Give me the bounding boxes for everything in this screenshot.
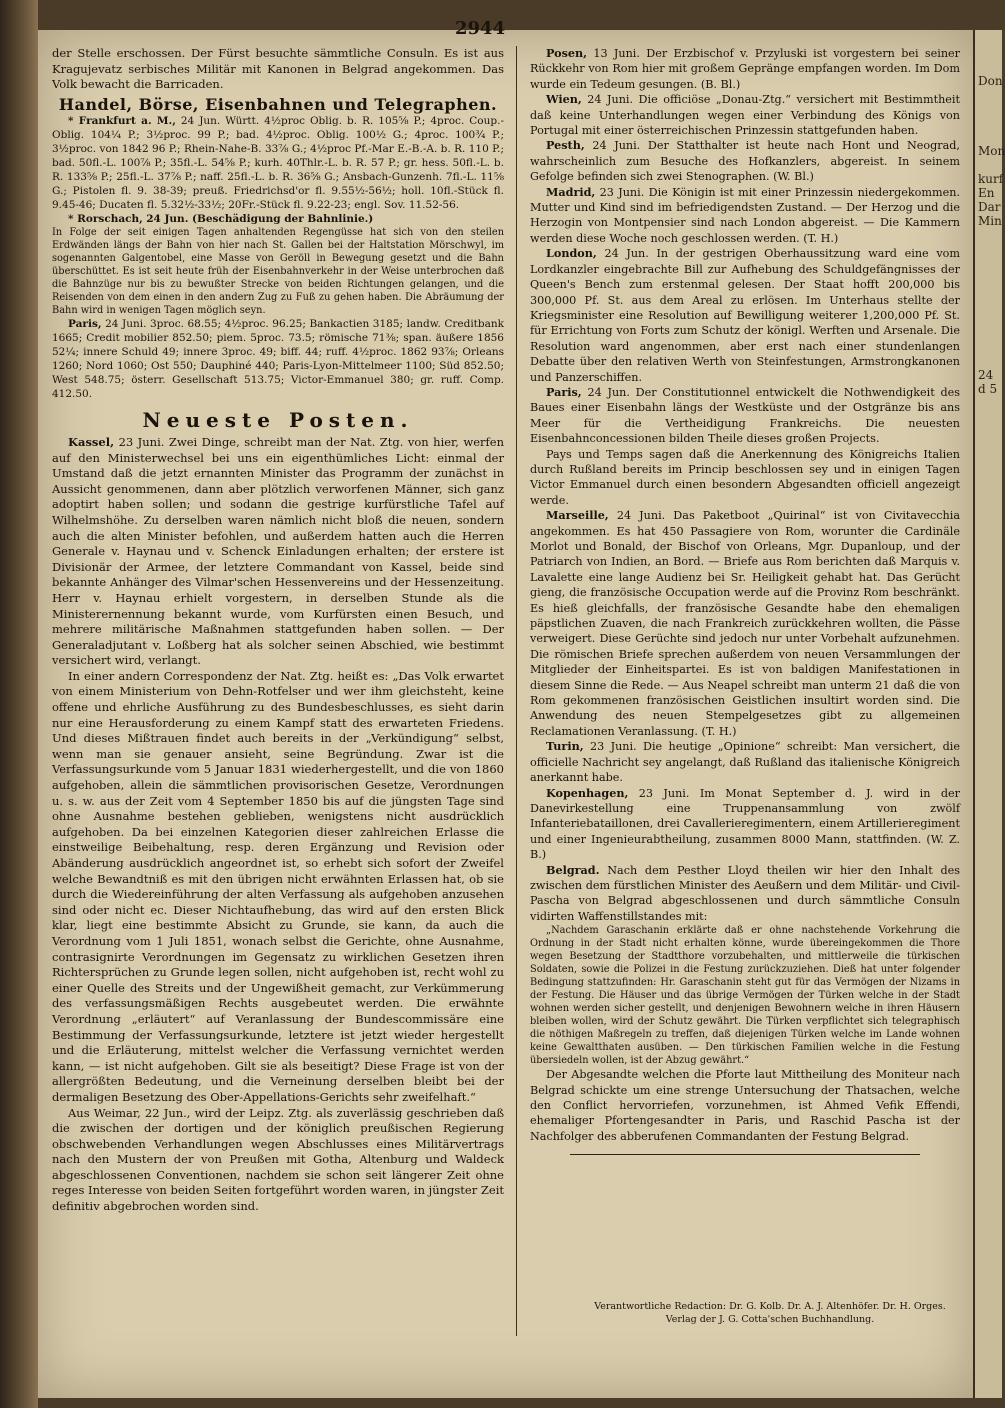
edge-fragment bbox=[978, 158, 1002, 172]
edge-fragment bbox=[978, 312, 1002, 326]
place-name: London, bbox=[546, 246, 597, 261]
paris-item bbox=[52, 317, 504, 401]
edge-fragment bbox=[978, 284, 1002, 298]
edge-fragment: Don bbox=[978, 74, 1003, 88]
item-text: 24 Juni. 3proc. 68.55; 4½proc. 96.25; Bankactien 3185; landw. Creditbank 1665; Credit mobilier 852.50; piem. 5proc. 73.5; römische 71⅜; span. äußere 1856 52¼; innere Schuld 49; innere 3proc. 49; biff. 44; ruff. 4½proc. 1862 93⅞; Orleans 1260; Nord 1060; Ost 550; Dauphiné 440; Paris-Lyon-Mittelmeer 1100; Süd 852.50; West 548.75; österr. Gesellschaft 513.75; Victor-Emmanuel 380; gr. ruff. Comp. 412.50. bbox=[52, 318, 505, 401]
imprint bbox=[580, 1300, 960, 1326]
place-name: Kassel, bbox=[68, 434, 115, 449]
item-title: 24 Jun. (Beschädigung der Bahnlinie.) bbox=[146, 213, 374, 226]
edge-fragment bbox=[978, 130, 1002, 144]
place-name: Belgrad. bbox=[546, 862, 600, 877]
place-name: Paris, bbox=[68, 318, 102, 331]
place-name: Madrid, bbox=[546, 184, 596, 199]
belgrad-end: Der Abgesandte welchen die Pforte laut Mittheilung des Moniteur nach Belgrad schickte um eine strenge Untersuchung der Thatsachen, welche den Conflict hervorriefen, vorzunehmen, ist Ahmed Vefik Effendi, ehemaliger Pfortengesandter in Paris, und Raschid Pascha ist der Nachfolger des abberufenen Commandanten der Festung Belgrad. bbox=[530, 1068, 960, 1143]
rorschach-text: In Folge der seit einigen Tagen anhaltenden Regengüsse hat sich von den steilen Erdwänden längs der Bahn von hier nach St. Gallen bei der Haltstation Mörschwyl, im sogenannten Galgentobel, eine Masse von Geröll in Bewegung gesetzt und die Bahn überschüttet. Es ist seit heute früh der Eisenbahnverkehr in der Weise unterbrochen daß die Bahnzüge nur bis zu bewußter Strecke von beiden Richtungen gelangen, und die Reisenden von dem einen in den andern Zug zu Fuß zu gehen haben. Die Abräumung der Bahn wird in wenigen Tagen möglich seyn. bbox=[52, 227, 504, 317]
left-column bbox=[52, 46, 504, 1215]
edge-fragment bbox=[978, 298, 1002, 312]
edge-fragment bbox=[978, 116, 1002, 130]
news-title: Neueste Posten. bbox=[142, 408, 414, 433]
edge-fragment: kurf bbox=[978, 172, 1004, 186]
weimar-item: Aus Weimar, 22 Jun., wird der Leipz. Ztg. als zuverlässig geschrieben daß die zwischen der dortigen und der königlich preußischen Regierung obschwebenden Verhandlungen wegen Abschlusses eines Militärvertrags nach den Mustern der von Preußen mit Gotha, Altenburg und Waldeck abgeschlossenen Conventionen, nachdem sie schon seit längerer Zeit ohne reges Interesse von beiden Seiten fortgeführt worden waren, in jüngster Zeit definitiv abgebrochen worden sind. bbox=[52, 1105, 504, 1214]
imprint-editors: Verantwortliche Redaction: Dr. G. Kolb. Dr. A. J. Altenhöfer. Dr. H. Orges. bbox=[594, 1301, 946, 1312]
book-gutter bbox=[0, 0, 38, 1408]
edge-fragment bbox=[978, 228, 1002, 242]
edge-fragment bbox=[978, 340, 1002, 354]
place-name: * Rorschach, bbox=[68, 213, 143, 226]
next-page-edge bbox=[973, 30, 1005, 1398]
frankfurt-item bbox=[52, 114, 504, 212]
item-text: 23 Juni. Zwei Dinge, schreibt man der Nat. Ztg. von hier, werfen auf den Ministerwechsel bei uns ein eigenthümliches Licht: einmal der Umstand daß die jetzt ernannten Minister das Programm der zunächst in Aussicht genommenen, dann aber plötzlich verworfenen Männer, sich ganz adoptirt haben sollen; und sodann die gestrige kurfürstliche Tafel auf Wilhelmshöhe. Zu derselben waren nämlich nicht bloß die neuen, sondern auch die alten Minister befohlen, und außerdem hatten auch die Herren Generale v. Haynau und v. Schenck Einladungen erhalten; der erstere ist Divisionär der Armee, der letztere Commandant von Kassel, beide sind bekannte Anhänger des Vilmar'schen Hessenvereins und der Hessenzeitung. Herr v. Haynau erhielt vorgestern, in derselben Stunde als die Ministerernennung bekannt wurde, vom Kurfürsten einen Besuch, und mehrere militärische Maßnahmen stattgefunden haben sollen. — Der Generaladjutant v. Loßberg hat als solcher seinen Abschied, wie bestimmt versichert wird, verlangt. bbox=[52, 434, 505, 668]
column-divider bbox=[516, 46, 517, 1336]
page-number: 2944 bbox=[455, 18, 506, 39]
intro-text: der Stelle erschossen. Der Fürst besuchte sämmtliche Consuln. Es ist aus Kragujevatz serbisches Militär mit Kanonen in Belgrad angekommen. Das Volk bewacht die Barricaden. bbox=[52, 46, 504, 92]
pays-item: Pays und Temps sagen daß die Anerkennung des Königreichs Italien durch Rußland bereits im Princip beschlossen sey und in einigen Tagen Victor Emmanuel durch einen besondern Abgesandten officiell angezeigt werde. bbox=[530, 447, 960, 507]
item-text: 24 Jun. Württ. 4½proc Oblig. b. R. 105⅝ P.; 4proc. Coup.-Oblig. 104¼ P.; 3½proc. 99 P.; bad. 4½proc. Oblig. 100½ G.; 4proc. 100¾ P.; 3½proc. von 1842 96 P.; Rhein-Nahe-B. 33⅞ G.; 4½proc Pf.-Mar E.-B.-A. b. R. 110 P.; bad. 50fl.-L. 100⅞ P.; 35fl.-L. 54⅝ P.; kurh. 40Thlr.-L. b. R. 57 P.; gr. hess. 50fl.-L. b. R. 133⅝ P.; 25fl.-L. 37⅞ P.; naff. 25fl.-L. b. R. 36⅝ G.; Ansbach-Gunzenh. 7fl.-L. 11⅝ G.; Pistolen fl. 9. 38-39; preuß. Friedrichsd'or fl. 9.55½-56½; holl. 10fl.-Stück fl. 9.45-46; Ducaten fl. 5.32½-33½; 20Fr.-Stück fl. 9.22-23; engl. Sov. 11.52-56. bbox=[52, 115, 504, 212]
item-text: 24 Juni. Der Statthalter ist heute nach Hont und Neograd, wahrscheinlich zum Besuche des Hofkanzlers, abgereist. In seinem Gefolge befinden sich zwei Stenographen. (W. Bl.) bbox=[530, 139, 960, 184]
place-name: Wien, bbox=[546, 92, 582, 107]
section-title: Handel, Börse, Eisenbahnen und Telegraphen. bbox=[58, 94, 498, 114]
edge-fragment bbox=[978, 270, 1002, 284]
kopenhagen-item bbox=[530, 786, 960, 863]
item-text: 23 Juni. Die heutige „Opinione“ schreibt: Man versichert, die officielle Nachricht sey angelangt, daß Rußland das italienische Königreich anerkannt habe. bbox=[530, 740, 960, 785]
edge-fragment bbox=[978, 102, 1002, 116]
pesth-item bbox=[530, 138, 960, 184]
place-name: Turin, bbox=[546, 739, 584, 754]
edge-fragment bbox=[978, 88, 1002, 102]
imprint-publisher: Verlag der J. G. Cotta'schen Buchhandlung. bbox=[665, 1314, 875, 1325]
kassel-item bbox=[52, 435, 504, 669]
place-name: Marseille, bbox=[546, 508, 609, 523]
edge-fragment bbox=[978, 326, 1002, 340]
item-text: 24 Juni. Die officiöse „Donau-Ztg.“ versichert mit Bestimmtheit daß keine Unterhandlungen wegen einer Verbindung des Königs von Portugal mit einer österreichischen Prinzessin stattgefunden haben. bbox=[530, 93, 961, 138]
edge-fragment: d 5 bbox=[978, 382, 998, 396]
wien-item bbox=[530, 92, 960, 138]
item-text: 13 Juni. Der Erzbischof v. Przyluski ist vorgestern bei seiner Rückkehr von Rom hier mit großem Gepränge empfangen worden. Im Dom wurde ein Tedeum gesungen. (B. Bl.) bbox=[530, 47, 960, 91]
marseille-item bbox=[530, 508, 960, 739]
belgrad-item bbox=[530, 863, 960, 925]
place-name: Paris, bbox=[546, 384, 582, 399]
place-name: Pesth, bbox=[546, 138, 585, 153]
place-name: Posen, bbox=[546, 46, 588, 60]
item-text: 24 Jun. Der Constitutionnel entwickelt die Nothwendigkeit des Baues einer Eisenbahn längs der Westküste und der Ostgränze bis ans Meer für die Vertheidigung Frankreichs. Die neuesten Eisenbahnconcessionen bilden Theile dieses großen Projects. bbox=[530, 385, 960, 446]
paris-item bbox=[530, 385, 960, 447]
edge-fragment bbox=[978, 242, 1002, 256]
edge-fragment: Min bbox=[978, 214, 1002, 228]
london-item bbox=[530, 246, 960, 385]
belgrad-quote: „Nachdem Garaschanin erklärte daß er ohne nachstehende Vorkehrung die Ordnung in der Stadt nicht erhalten könne, wurde übereingekommen die Thore wegen Besetzung der Stadtthore vorzubehalten, und mittlerweile die türkischen Soldaten, sowie die Polizei in die Festung zurückzuziehen. Dieß hat unter folgender Bedingung stattzufinden: Hr. Garaschanin steht gut für das Vermögen der Nizams in der Festung. Die Häuser und das übrige Vermögen der Türken welche in der Stadt wohnen werden sicher gestellt, und denjenigen Bewohnern welche in ihren Häusern bleiben wollen, wird der Schutz gewährt. Die Türken verpflichtet sich telegraphisch die nöthigen Maßregeln zu treffen, daß diejenigen Türken welche im Lande wohnen keine Gewaltthaten ausüben. — Den türkischen Familien welche in die Festung übersiedeln wollen, ist der Abzug gewährt.“ bbox=[530, 925, 960, 1067]
rorschach-item bbox=[52, 212, 504, 226]
edge-fragment: Dar bbox=[978, 200, 1001, 214]
edge-fragment: Mon bbox=[978, 144, 1005, 158]
item-text: 24 Juni. Das Paketboot „Quirinal“ ist von Civitavecchia angekommen. Es hat 450 Passagiere von Rom, worunter die Cardinäle Morlot und Bonald, der Bischof von Orleans, Mgr. Dupanloup, und der Patriarch von Indien, an Bord. — Briefe aus Rom berichten daß Marquis v. Lavalette eine lange Audienz bei Sr. Heiligkeit gehabt hat. Das Gerücht gieng, die französische Occupation werde auf die Provinz Rom beschränkt. Es hieß gleichfalls, der französische Gesandte habe den ehemaligen päpstlichen Zuaven, die nach Frankreich zurückkehren wollten, die Pässe verweigert. Diese Gerüchte sind jedoch nur unter Vorbehalt aufzunehmen. Die römischen Briefe sprechen außerdem von neuen Versammlungen der Mitglieder der Einheitspartei. Es ist von baldigen Manifestationen in diesem Sinne die Rede. — Aus Neapel schreibt man unterm 21 daß die von Rom gekommenen französischen Geistlichen insultirt worden sind. Die Anwendung des neuen Stempelgesetzes gibt zu allgemeinen Reclamationen Veranlassung. (T. H.) bbox=[530, 509, 960, 738]
edge-fragment: En bbox=[978, 186, 995, 200]
place-name: * Frankfurt a. M., bbox=[68, 115, 176, 128]
place-name: Kopenhagen, bbox=[546, 785, 629, 800]
footer-rule bbox=[570, 1154, 920, 1155]
item-text: 24 Jun. In der gestrigen Oberhaussitzung ward eine vom Lordkanzler eingebrachte Bill zur Aufhebung des Schuldgefängnisses der Queen's Bench zum erstenmal gelesen. Der Staat hofft 200,000 bis 300,000 Pf. St. aus dem Areal zu erlösen. Im Unterhaus stellte der Kriegsminister eine Resolution auf Bewilligung weiterer 1,200,000 Pf. St. für Errichtung von Forts zum Schutz der königl. Werften und Arsenale. Die Resolution ward angenommen, aber erst nach einer stundenlangen Debatte über den relativen Werth von Steinfestungen, Armstrongkanonen und Panzerschiffen. bbox=[530, 247, 960, 384]
kassel-item-2: In einer andern Correspondenz der Nat. Ztg. heißt es: „Das Volk erwartet von einem Ministerium von Dehn-Rotfelser und wer ihm gleichsteht, keine offene und ehrliche Ausführung zu des Bundesbeschlusses, es sieht darin nur eine Herausforderung zu einem Kampf statt des erwarteten Friedens. Und dieses Mißtrauen findet auch bereits in der „Verkündigung“ selbst, wenn man sie genauer ansieht, seine Begründung. Zwar ist die Verfassungsurkunde vom 5 Januar 1831 wiederhergestellt, und die von 1860 aufgehoben, allein die sämmtlichen provisorischen Gesetze, Verordnungen u. s. w. aus der Zeit vom 4 September 1850 bis auf die jüngsten Tage sind ohne Ausnahme bestehen geblieben, wenigstens nicht ausdrücklich aufgehoben. Da bei einzelnen Kategorien dieser zahlreichen Erlasse die einstweilige Beibehaltung, resp. deren Ergänzung und Revision oder Abänderung ausdrücklich angeordnet ist, so erhebt sich sofort der Zweifel welche Bewandtniß es mit den übrigen nicht erwähnten Erlassen hat, ob sie durch die Wiedereinführung der alten Verfassung als aufgehoben anzusehen sind oder nicht ec. Dieser Nichtaufhebung, das wird auf den ersten Blick klar, liegt eine bestimmte Absicht zu Grunde, sie kann, da auch die Verordnung vom 1 Juli 1851, wonach selbst die Gerichte, ohne Ausnahme, contrasignirte Verordnungen im Gegensatz zu wirklichen Gesetzen ihren Richtersprüchen zu Grunde legen sollen, nicht aufgehoben ist, recht wohl zu einer Quelle des Streits und der Ungewißheit gemacht, zur Verkümmerung des verfassungsmäßigen Rechts ausgebeutet werden. Die erwähnte Verordnung „erläutert“ auf Veranlassung der Bundescommissäre eine Bestimmung der Verfassungsurkunde, letztere ist jetzt wieder hergestellt und die Erläuterung, mittelst welcher die Verfassung vernichtet werden kann, — ist nicht aufgehoben. Gilt sie als beseitigt? Diese Frage ist von der allergrößten Bedeutung, und die Verneinung derselben bleibt bei der dermaligen Besetzung des Ober-Appellations-Gerichts sehr zweifelhaft.“ bbox=[52, 668, 504, 1104]
posen-item bbox=[530, 46, 960, 92]
edge-fragment bbox=[978, 256, 1002, 270]
edge-fragment: 24 bbox=[978, 368, 994, 382]
madrid-item bbox=[530, 185, 960, 247]
turin-item bbox=[530, 739, 960, 785]
right-column bbox=[530, 46, 960, 1165]
edge-fragment bbox=[978, 354, 1002, 368]
item-text: Nach dem Pesther Lloyd theilen wir hier den Inhalt des zwischen dem fürstlichen Minister des Aeußern und dem Militär- und Civil-Pascha von Belgrad abgeschlossenen und durch sämmtliche Consuln vidirten Waffenstillstandes mit: bbox=[530, 863, 961, 923]
item-text: 23 Juni. Im Monat September d. J. wird in der Danevirkestellung eine Truppenansammlung von zwölf Infanteriebataillonen, drei Cavallerieregimentern, einem Artillerieregiment und einer Ingenieurabtheilung, zusammen 8000 Mann, stattfinden. (W. Z. B.) bbox=[530, 786, 960, 862]
item-text: 23 Juni. Die Königin ist mit einer Prinzessin niedergekommen. Mutter und Kind sind im befriedigendsten Zustand. — Der Herzog und die Herzogin von Montpensier sind nach London abgereist. — Die Kammern werden diese Woche noch geschlossen werden. (T. H.) bbox=[530, 185, 960, 245]
